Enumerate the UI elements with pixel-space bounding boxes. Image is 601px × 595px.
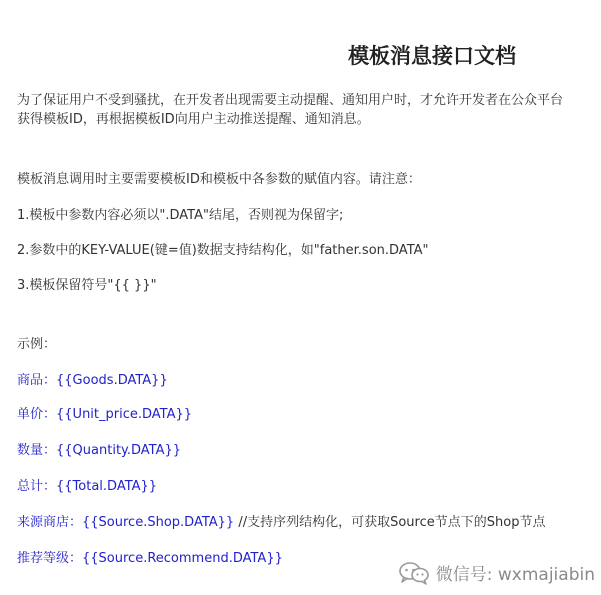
rule-3: 3.模板保留符号"{{ }}" bbox=[17, 278, 157, 293]
example-value: {{Goods.DATA}} bbox=[56, 373, 168, 388]
example-key: 推荐等级： bbox=[17, 551, 83, 566]
example-quantity bbox=[17, 442, 181, 460]
example-key: 来源商店： bbox=[17, 515, 83, 530]
rule-2: 2.参数中的KEY-VALUE(键=值)数据支持结构化，如"father.son.DATA" bbox=[17, 243, 429, 258]
example-heading: 示例： bbox=[17, 337, 57, 352]
example-value: {{Unit_price.DATA}} bbox=[56, 407, 193, 422]
example-value: {{Total.DATA}} bbox=[56, 479, 158, 494]
example-key: 商品： bbox=[17, 373, 57, 388]
rule-1: 1.模板中参数内容必须以".DATA"结尾，否则视为保留字; bbox=[17, 208, 344, 223]
intro-line-1: 为了保证用户不受到骚扰，在开发者出现需要主动提醒、通知用户时，才允许开发者在公众平台 bbox=[17, 93, 564, 108]
example-note: //支持序列结构化，可获取Source节点下的Shop节点 bbox=[234, 515, 546, 530]
note-heading: 模板消息调用时主要需要模板ID和模板中各参数的赋值内容。请注意： bbox=[17, 172, 421, 187]
intro-line-2: 获得模板ID，再根据模板ID向用户主动推送提醒、通知消息。 bbox=[17, 112, 370, 127]
example-source-shop bbox=[17, 514, 545, 532]
watermark bbox=[398, 560, 595, 585]
example-key: 数量： bbox=[17, 443, 57, 458]
page-title: 模板消息接口文档 bbox=[348, 44, 516, 68]
example-value: {{Source.Shop.DATA}} bbox=[82, 515, 235, 530]
watermark-text: 微信号: wxmajiabin bbox=[435, 565, 595, 585]
example-value: {{Source.Recommend.DATA}} bbox=[82, 551, 283, 566]
example-total bbox=[17, 478, 157, 496]
example-value: {{Quantity.DATA}} bbox=[56, 443, 182, 458]
wechat-logo-icon bbox=[398, 561, 430, 585]
example-unit-price bbox=[17, 406, 192, 424]
example-key: 总计： bbox=[17, 479, 57, 494]
example-key: 单价： bbox=[17, 407, 57, 422]
example-goods bbox=[17, 372, 168, 390]
example-source-recommend bbox=[17, 550, 283, 568]
